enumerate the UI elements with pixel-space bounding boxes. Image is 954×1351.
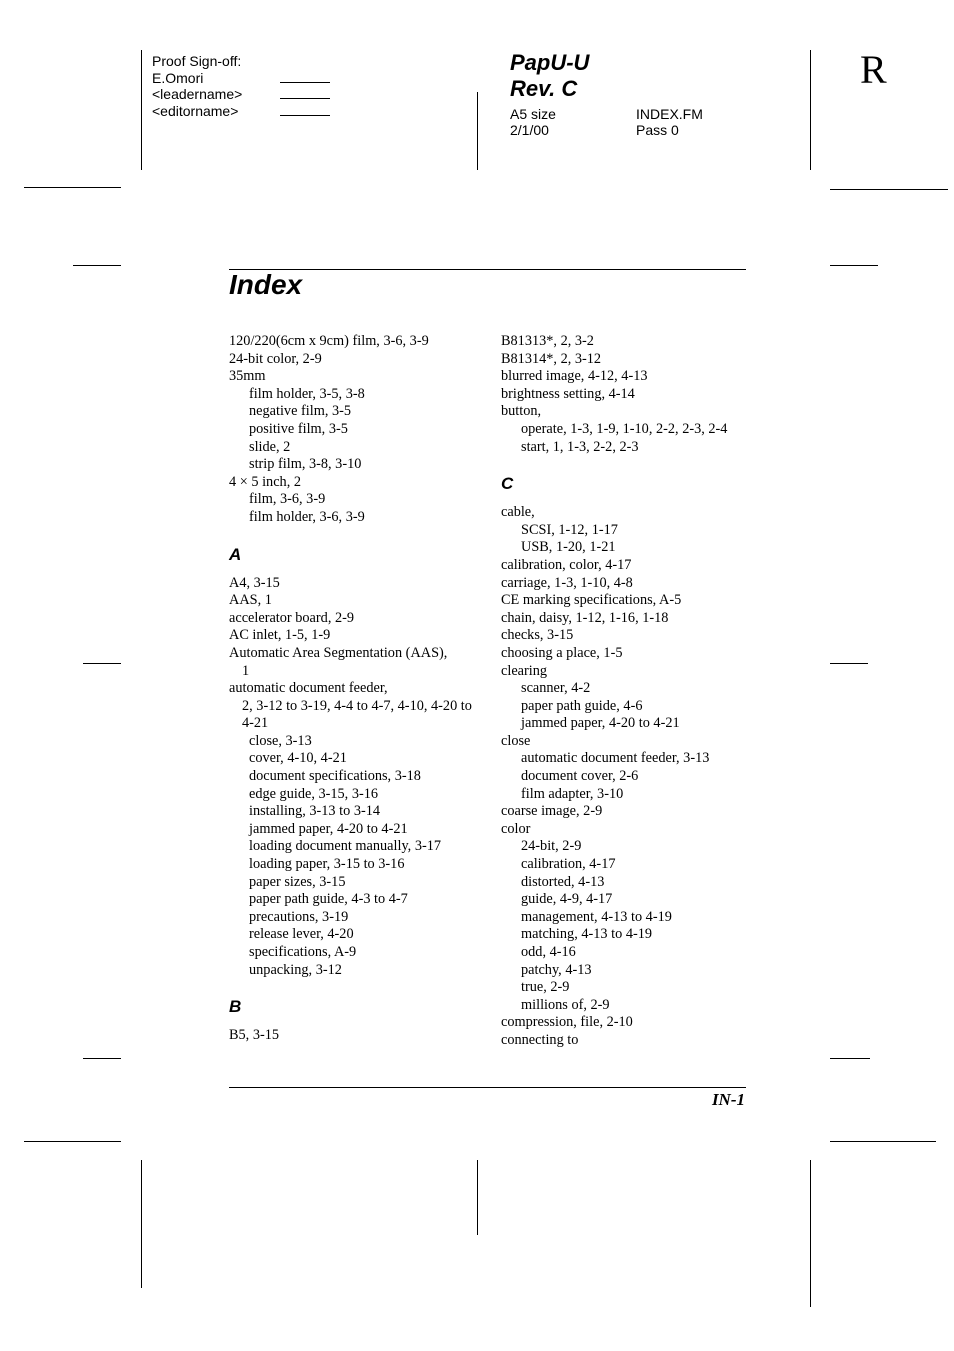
index-subentry: installing, 3-13 to 3-14: [249, 803, 381, 820]
index-subentry: management, 4-13 to 4-19: [521, 908, 672, 925]
signature-blank: [280, 103, 330, 116]
proof-line: [152, 70, 242, 87]
index-entry: cable,: [501, 504, 535, 521]
index-subentry: jammed paper, 4-20 to 4-21: [249, 820, 408, 837]
index-entry: blurred image, 4-12, 4-13: [501, 368, 648, 385]
index-subentry: jammed paper, 4-20 to 4-21: [521, 715, 680, 732]
index-subentry: true, 2-9: [521, 979, 570, 996]
index-entry: chain, daisy, 1-12, 1-16, 1-18: [501, 609, 669, 626]
index-subentry: SCSI, 1-12, 1-17: [521, 521, 618, 538]
index-subentry: start, 1, 1-3, 2-2, 2-3: [521, 438, 639, 455]
file-name: INDEX.FM: [636, 106, 703, 122]
index-subentry: USB, 1-20, 1-21: [521, 539, 616, 556]
index-subentry: scanner, 4-2: [521, 680, 591, 697]
index-entry: AAS, 1: [229, 592, 272, 609]
proof-line: [152, 53, 242, 70]
index-subentry: loading document manually, 3-17: [249, 838, 442, 855]
crop-mark: [83, 1058, 121, 1059]
index-subentry: document cover, 2-6: [521, 768, 639, 785]
index-subentry: film, 3-6, 3-9: [249, 491, 326, 508]
index-subentry: strip film, 3-8, 3-10: [249, 456, 362, 473]
crop-mark: [24, 1141, 121, 1142]
crop-mark: [477, 1160, 478, 1235]
index-subentry: odd, 4-16: [521, 944, 576, 960]
index-entry: close: [501, 732, 531, 749]
index-subentry: negative film, 3-5: [249, 403, 352, 420]
page-title: Index: [229, 269, 303, 300]
index-subentry: positive film, 3-5: [249, 420, 348, 437]
crop-mark: [830, 663, 868, 664]
index-subentry: film adapter, 3-10: [521, 785, 624, 802]
index-subentry: paper sizes, 3-15: [249, 873, 346, 890]
footer-rule: [229, 1087, 746, 1088]
proof-label: E.Omori: [152, 69, 204, 86]
index-entry: B81313*, 2, 3-2: [501, 333, 594, 349]
index-entry: CE marking specifications, A-5: [501, 592, 682, 609]
page-size: A5 size: [510, 106, 556, 122]
index-entry: brightness setting, 4-14: [501, 385, 635, 402]
index-entry: 4 × 5 inch, 2: [229, 473, 301, 490]
index-entry: compression, file, 2-10: [501, 1014, 633, 1031]
index-subentry: millions of, 2-9: [521, 996, 610, 1013]
index-column-right: [501, 333, 746, 1050]
index-subentry: paper path guide, 4-3 to 4-7: [249, 891, 408, 908]
signature-blank: [280, 86, 330, 99]
section-letter: A: [229, 544, 242, 564]
index-subentry: 24-bit, 2-9: [521, 838, 582, 855]
index-entry: color: [501, 820, 531, 837]
crop-mark: [24, 187, 121, 188]
index-entry: carriage, 1-3, 1-10, 4-8: [501, 574, 633, 591]
index-entry: clearing: [501, 662, 548, 679]
index-subentry: release lever, 4-20: [249, 926, 354, 943]
index-entry: 1: [242, 662, 250, 679]
product-code: PapU-U: [510, 50, 590, 75]
crop-mark: [141, 50, 142, 170]
index-entry: 120/220(6cm x 9cm) film, 3-6, 3-9: [229, 333, 429, 349]
proof-label: Proof Sign-off:: [152, 53, 242, 69]
index-entry: 4-21: [242, 715, 269, 732]
index-subentry: film holder, 3-5, 3-8: [249, 385, 365, 402]
index-subentry: calibration, 4-17: [521, 856, 616, 873]
index-subentry: cover, 4-10, 4-21: [249, 750, 347, 767]
index-subentry: automatic document feeder, 3-13: [521, 750, 710, 767]
crop-mark: [141, 1160, 142, 1288]
date: 2/1/00: [510, 122, 549, 138]
index-subentry: slide, 2: [249, 438, 291, 455]
index-entry: A4, 3-15: [229, 574, 280, 591]
crop-mark: [830, 1141, 936, 1142]
index-entry: checks, 3-15: [501, 627, 574, 644]
index-subentry: matching, 4-13 to 4-19: [521, 926, 653, 943]
index-entry: calibration, color, 4-17: [501, 556, 632, 573]
corner-letter: R: [860, 47, 887, 92]
index-subentry: patchy, 4-13: [521, 961, 592, 978]
index-subentry: close, 3-13: [249, 732, 312, 749]
index-entry: connecting to: [501, 1031, 579, 1048]
index-subentry: distorted, 4-13: [521, 873, 605, 890]
pass-label: Pass 0: [636, 122, 679, 138]
index-column-left: [229, 333, 474, 1045]
crop-mark: [830, 265, 878, 266]
revision-label: Rev. C: [510, 76, 578, 101]
index-subentry: loading paper, 3-15 to 3-16: [249, 856, 405, 873]
index-entry: AC inlet, 1-5, 1-9: [229, 627, 331, 644]
index-entry: 24-bit color, 2-9: [229, 350, 322, 367]
index-entry: automatic document feeder,: [229, 680, 388, 697]
index-entry: accelerator board, 2-9: [229, 609, 355, 626]
revision-block: [510, 50, 589, 102]
signature-blank: [280, 70, 330, 83]
index-subentry: document specifications, 3-18: [249, 768, 421, 785]
index-entry: coarse image, 2-9: [501, 803, 603, 820]
section-letter: B: [229, 997, 242, 1017]
index-entry: 2, 3-12 to 3-19, 4-4 to 4-7, 4-10, 4-20 to: [242, 697, 472, 714]
index-subentry: paper path guide, 4-6: [521, 697, 643, 714]
crop-mark: [830, 1058, 870, 1059]
index-subentry: film holder, 3-6, 3-9: [249, 508, 365, 525]
index-entry: B5, 3-15: [229, 1027, 280, 1044]
proof-line: [152, 103, 242, 120]
crop-mark: [477, 92, 478, 170]
index-entry: button,: [501, 403, 542, 420]
crop-mark: [810, 1160, 811, 1307]
crop-mark: [810, 50, 811, 170]
section-letter: C: [501, 474, 514, 494]
crop-mark: [73, 265, 121, 266]
crop-mark: [830, 189, 948, 190]
index-entry: choosing a place, 1-5: [501, 644, 623, 661]
proof-signoff: [152, 53, 242, 119]
title-rule: [229, 269, 746, 270]
index-entry: 35mm: [229, 368, 266, 385]
crop-mark: [83, 663, 121, 664]
page-number: IN-1: [711, 1090, 745, 1109]
proof-line: [152, 86, 242, 103]
index-entry: Automatic Area Segmentation (AAS),: [229, 644, 448, 661]
index-subentry: guide, 4-9, 4-17: [521, 891, 613, 908]
index-subentry: edge guide, 3-15, 3-16: [249, 785, 379, 802]
index-entry: B81314*, 2, 3-12: [501, 350, 602, 367]
proof-label: <editorname>: [152, 102, 239, 119]
index-subentry: unpacking, 3-12: [249, 961, 342, 978]
proof-label: <leadername>: [152, 86, 243, 102]
index-subentry: operate, 1-3, 1-9, 1-10, 2-2, 2-3, 2-4: [521, 420, 728, 437]
index-subentry: specifications, A-9: [249, 944, 357, 960]
index-subentry: precautions, 3-19: [249, 908, 349, 925]
